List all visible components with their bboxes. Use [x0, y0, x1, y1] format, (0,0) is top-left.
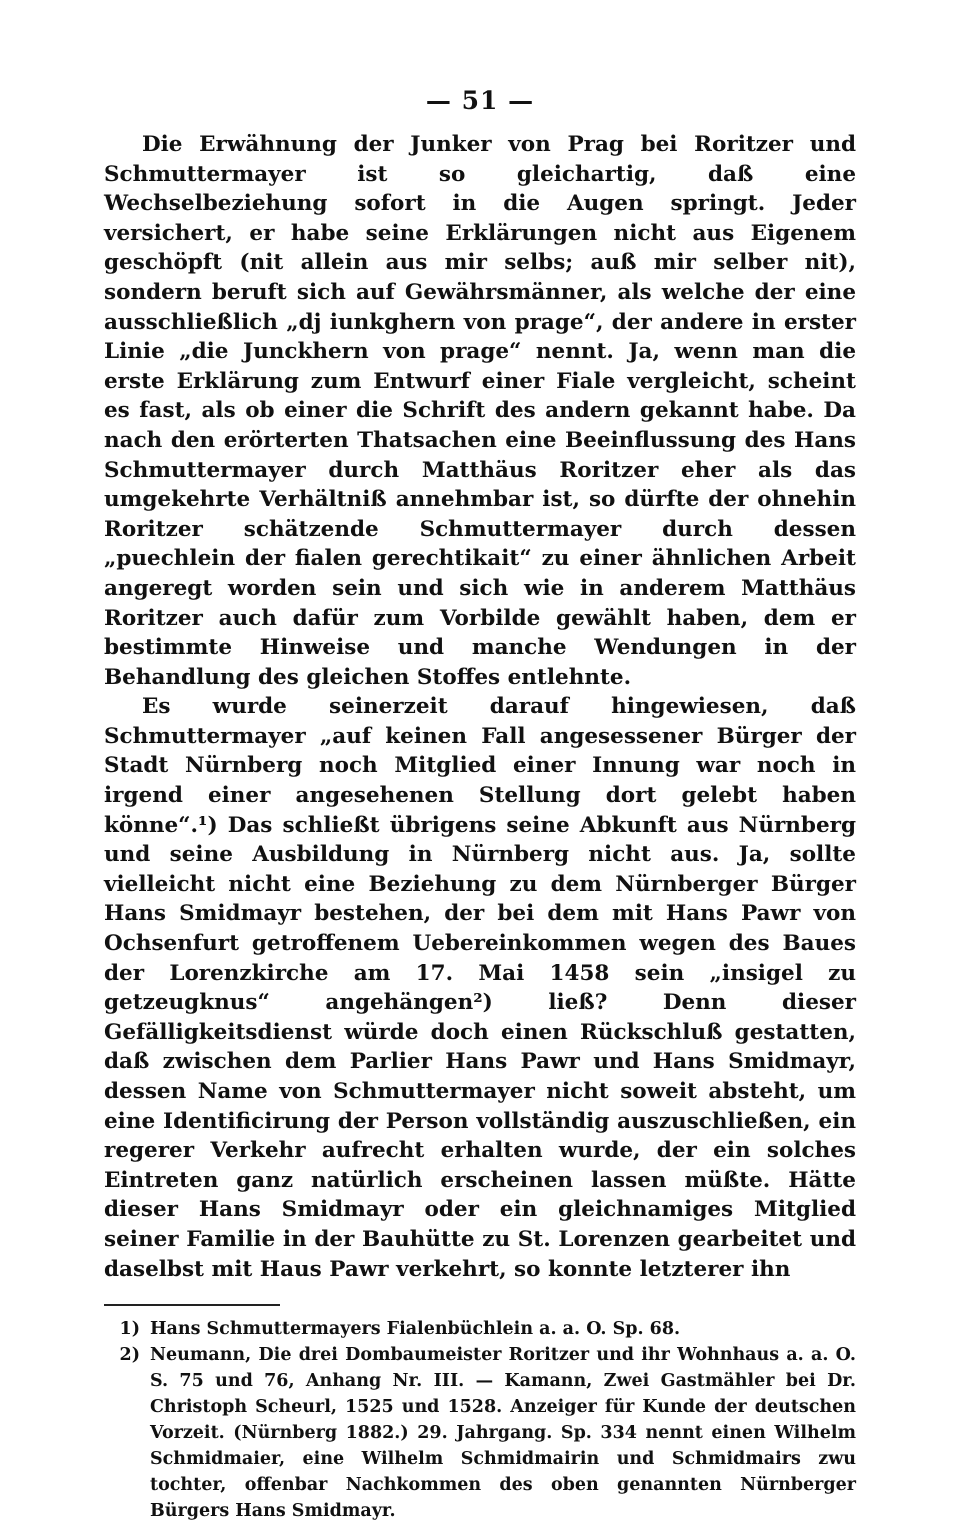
paragraph: Die Erwähnung der Junker von Prag bei Roritzer und Schmuttermayer ist so gleichartig, daß eine Wechselbeziehung sofort in die Augen springt. Jeder versichert, er habe seine Erklärungen nicht aus Eigenem geschöpft (nit allein aus mir selbs; auß mir selber nit), sondern beruft sich auf Gewährsmänner, als welche der eine ausschließlich „dj iunkghern von prage“, der andere in erster Linie „die Junckhern von prage“ nennt. Ja, wenn man die erste Erklärung zum Entwurf einer Fiale vergleicht, scheint es fast, als ob einer die Schrift des andern gekannt habe. Da nach den erörterten Thatsachen eine Beeinflussung des Hans Schmuttermayer durch Matthäus Roritzer eher als das umgekehrte Verhältniß annehmbar ist, so dürfte der ohnehin Roritzer schätzende Schmuttermayer durch dessen „puechlein der fialen gerechtikait“ zu einer ähnlichen Arbeit angeregt worden sein und sich wie in anderem Matthäus Roritzer auch dafür zum Vorbilde gewählt haben, dem er bestimmte Hinweise und manche Wendungen in der Behandlung des gleichen Stoffes entlehnte.: [104, 132, 856, 690]
footnote-text: Hans Schmuttermayers Fialenbüchlein a. a. O. Sp. 68.: [150, 1319, 681, 1340]
footnote-number: 2): [119, 1345, 140, 1366]
footnote: [104, 1342, 856, 1524]
page-number: — 51 —: [425, 86, 535, 115]
footnote-text: Neumann, Die drei Dombaumeister Roritzer und ihr Wohnhaus a. a. O. S. 75 und 76, Anhang Nr. III. — Kamann, Zwei Gastmähler bei Dr. Christoph Scheurl, 1525 und 1528. Anzeiger für Kunde der deutschen Vorzeit. (Nürnberg 1882.) 29. Jahrgang. Sp. 334 nennt einen Wilhelm Schmidmaier, eine Wilhelm Schmidmairin und Schmidmairs zwu tochter, offenbar Nachkommen des oben genannten Nürnberger Bürgers Hans Smidmayr.: [150, 1345, 856, 1522]
footnote-number: 1): [119, 1319, 140, 1340]
footnote: [104, 1316, 856, 1342]
footnotes: [104, 1316, 856, 1524]
paragraph: Es wurde seinerzeit darauf hingewiesen, daß Schmuttermayer „auf keinen Fall angesessener Bürger der Stadt Nürnberg noch Mitglied einer Innung war noch in irgend einer angesehenen Stellung dort gelebt haben könne“.¹) Das schließt übrigens seine Abkunft aus Nürnberg und seine Ausbildung in Nürnberg nicht aus. Ja, sollte vielleicht nicht eine Beziehung zu dem Nürnberger Bürger Hans Smidmayr bestehen, der bei dem mit Hans Pawr von Ochsenfurt getroffenem Uebereinkommen wegen des Baues der Lorenzkirche am 17. Mai 1458 sein „insigel zu getzeugknus“ angehängen²) ließ? Denn dieser Gefälligkeitsdienst würde doch einen Rückschluß gestatten, daß zwischen dem Parlier Hans Pawr und Hans Smidmayr, dessen Name von Schmuttermayer nicht soweit absteht, um eine Identificirung der Person vollständig auszuschließen, ein regerer Verkehr aufrecht erhalten wurde, der ein solches Eintreten ganz natürlich erscheinen lassen müßte. Hätte dieser Hans Smidmayr oder ein gleichnamiges Mitglied seiner Familie in der Bauhütte zu St. Lorenzen gearbeitet und daselbst mit Haus Pawr verkehrt, so konnte letzterer ihn: [104, 694, 856, 1282]
body-text: [104, 130, 856, 1284]
footnote-divider: [104, 1304, 280, 1306]
book-page: [104, 84, 856, 1524]
